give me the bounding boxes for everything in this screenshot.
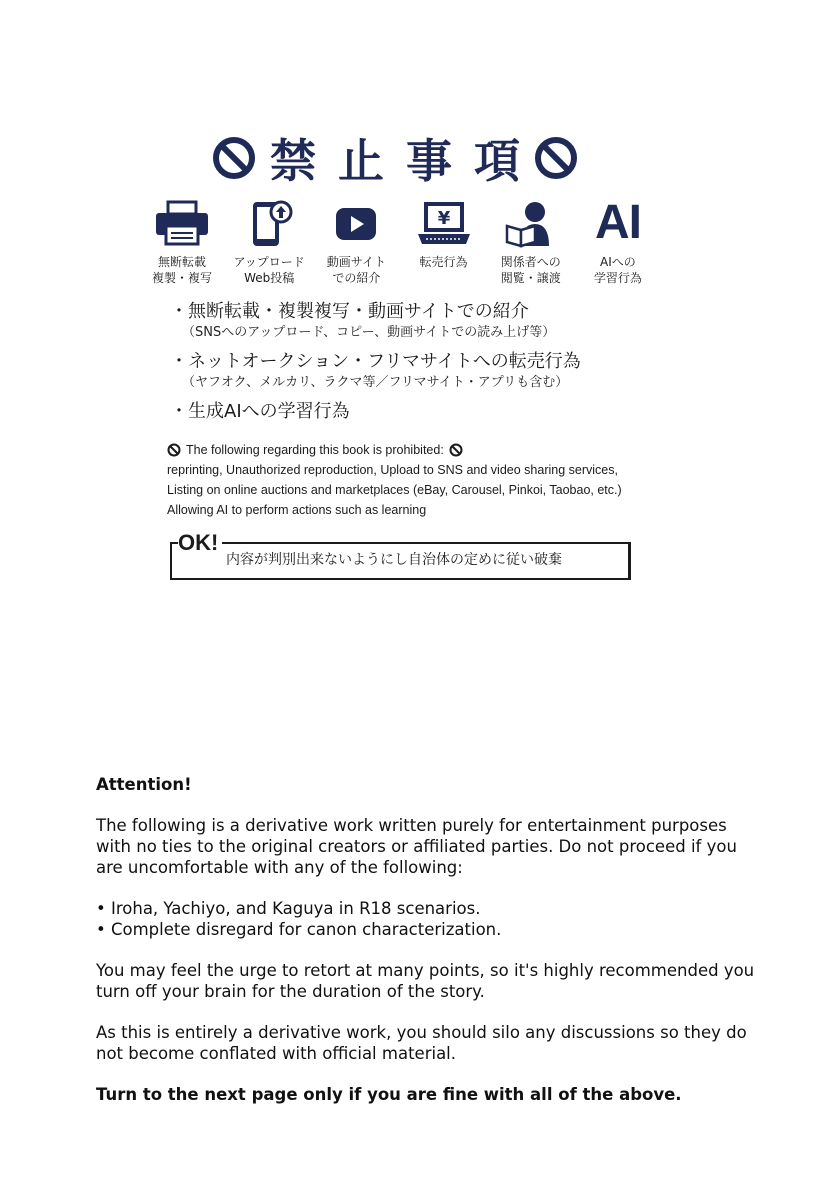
list-item	[170, 400, 650, 424]
icon-row	[140, 198, 660, 290]
list-item-sub: （SNSへのアップロード、コピー、動画サイトでの読み上げ等）	[182, 325, 556, 340]
list-item	[170, 300, 650, 342]
ok-disposal-box	[170, 530, 630, 578]
list-item-sub: （ヤフオク、メルカリ、ラクマ等／フリマサイト・アプリも含む）	[182, 375, 569, 390]
en-prohibited-notice	[167, 440, 647, 520]
person-book-icon	[501, 198, 561, 248]
ai-icon: AI	[594, 196, 641, 249]
icon-item	[402, 198, 486, 290]
icon-caption: 転売行為	[419, 255, 468, 269]
icon-item	[489, 198, 573, 290]
icon-caption: 無断転載 複製・複写	[151, 255, 212, 285]
list-item-main: ・無断転載・複製複写・動画サイトでの紹介	[170, 301, 529, 322]
list-item-main: ・ネットオークション・フリマサイトへの転売行為	[170, 351, 581, 372]
list-item: • Complete disregard for canon characterization.	[96, 919, 756, 940]
list-item	[170, 350, 650, 392]
ok-label: OK!	[178, 530, 222, 556]
jp-prohibited-list	[170, 300, 650, 432]
attention-heading: Attention!	[96, 775, 192, 794]
attention-paragraph: You may feel the urge to retort at many points, so it's highly recommended you turn off your brain for the duration of the story.	[96, 961, 755, 1001]
list-item-main: ・生成AIへの学習行為	[170, 401, 350, 422]
icon-caption: AIへの 学習行為	[593, 255, 642, 285]
icon-item	[314, 198, 398, 290]
title-row	[180, 130, 610, 186]
attention-intro: The following is a derivative work written purely for entertainment purposes with no ties to the original creators or affiliated parties. Do not proceed if you are uncomfortable with any of the following:	[96, 816, 737, 877]
icon-item	[227, 198, 311, 290]
en-prohibited-line: Listing on online auctions and marketplaces (eBay, Carousel, Pinkoi, Taobao, etc.)	[167, 483, 622, 497]
phone-upload-icon	[239, 198, 299, 248]
ok-text: 内容が判別出来ないようにし自治体の定めに従い破棄	[226, 552, 562, 568]
yen-laptop-icon	[414, 198, 474, 248]
prohibited-icon	[167, 443, 181, 457]
video-play-icon	[326, 198, 386, 248]
prohibited-icon	[534, 136, 578, 180]
en-prohibited-heading-row	[167, 440, 647, 460]
attention-list	[96, 898, 756, 940]
icon-caption: 動画サイト での紹介	[326, 255, 386, 285]
attention-section	[96, 774, 756, 1125]
page-title: 禁止事項	[270, 134, 542, 188]
list-item: • Iroha, Yachiyo, and Kaguya in R18 scenarios.	[96, 898, 756, 919]
printer-icon	[152, 198, 212, 248]
prohibited-icon	[449, 443, 463, 457]
en-prohibited-line: reprinting, Unauthorized reproduction, Upload to SNS and video sharing services,	[167, 463, 618, 477]
en-prohibited-heading: The following regarding this book is prohibited:	[186, 443, 444, 457]
svg-text:¥: ¥	[437, 208, 450, 229]
icon-caption: アップロード Web投稿	[233, 255, 305, 285]
icon-item	[576, 198, 660, 290]
icon-caption: 関係者への 閲覧・譲渡	[500, 255, 561, 285]
attention-paragraph: As this is entirely a derivative work, you should silo any discussions so they do not become conflated with official material.	[96, 1023, 747, 1063]
icon-item	[140, 198, 224, 290]
prohibited-icon	[212, 136, 256, 180]
en-prohibited-line: Allowing AI to perform actions such as learning	[167, 503, 427, 517]
attention-closing: Turn to the next page only if you are fine with all of the above.	[96, 1085, 682, 1104]
